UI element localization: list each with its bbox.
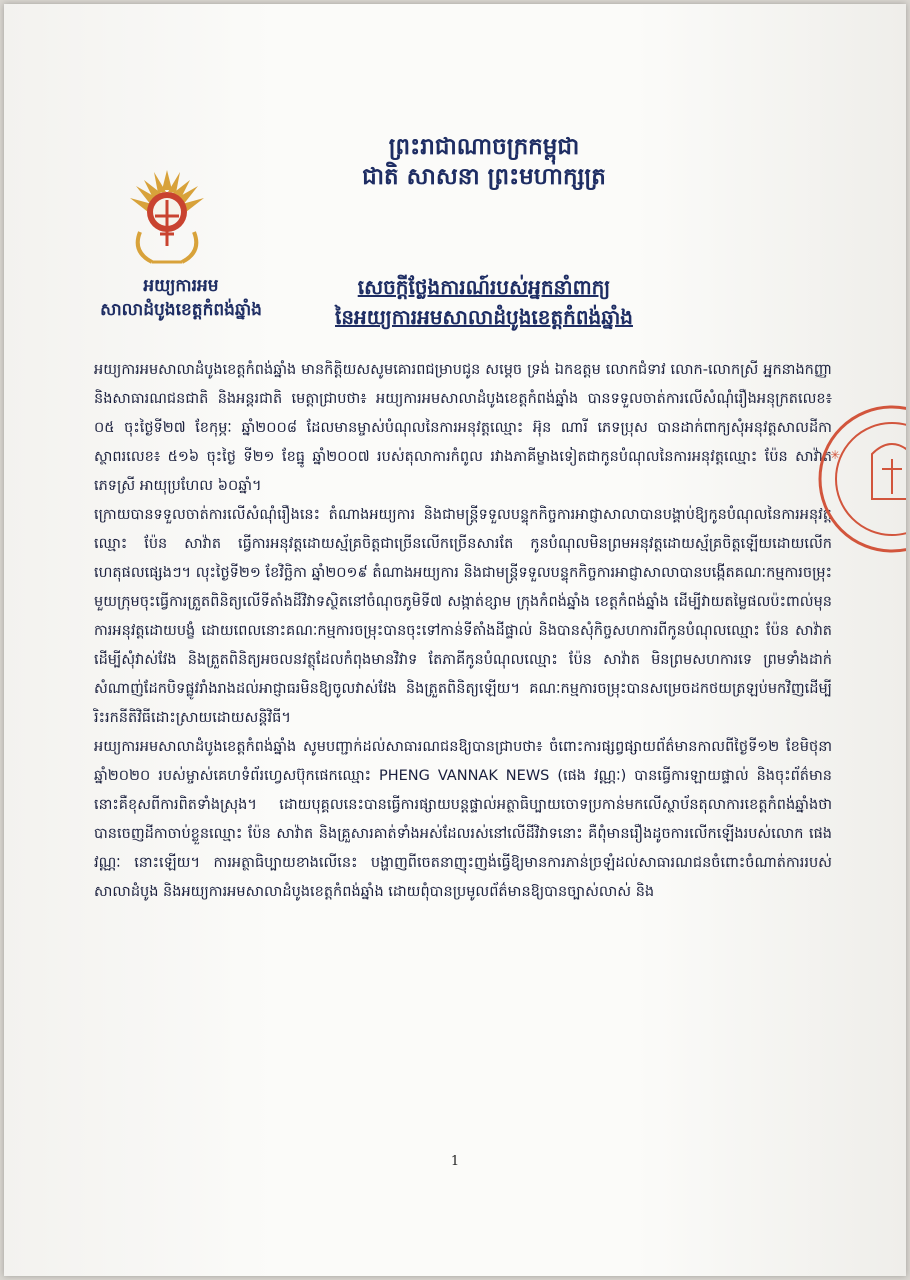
svg-text:✳: ✳ [830,448,841,462]
document-title [304,272,664,332]
title-line-1: សេចក្តីថ្លែងការណ៍របស់អ្នកនាំពាក្យ [357,275,611,299]
body-paragraph: ក្រោយបានទទួលចាត់ការលើសំណុំរឿងនេះ តំណាងអយ្យការ និងជាមន្ត្រីទទួលបន្ទុកកិច្ចការអាជ្ញាសាលាបានបង្គាប់ឱ្យកូនបំណុលនៃការអនុវត្តឈ្មោះ ប៉ែន សាវ៉ាត ធ្វើការអនុវត្តដោយស្ម័គ្រចិត្តជាច្រើនលើកច្រើនសារតែ កូនបំណុលមិនព្រមអនុវត្តដោយស្ម័គ្រចិត្តឡើយដោយលើកហេតុផលផ្សេងៗ។ លុះថ្ងៃទី២១ ខែវិច្ឆិកា ឆ្នាំ២០១៩ តំណាងអយ្យការ និងជាមន្ត្រីទទួលបន្ទុកកិច្ចការអាជ្ញាសាលាបានបង្កើតគណៈកម្មការចម្រុះមួយក្រុមចុះធ្វើការត្រួតពិនិត្យលើទីតាំងដីវិវាទស្ថិតនៅចំណុចភូមិទី៧ សង្កាត់ខ្សាម ក្រុងកំពង់ឆ្នាំង ខេត្តកំពង់ឆ្នាំង ដើម្បីវាយតម្លៃផលប៉ះពាល់មុនការអនុវត្តដោយបង្ខំ ដោយពេលនោះគណៈកម្មការចម្រុះបានចុះទៅកាន់ទីតាំងដីផ្ទាល់ និងបានសុំកិច្ចសហការពីកូនបំណុលឈ្មោះ ប៉ែន សាវ៉ាត ដើម្បីសុំវាស់វែង និងត្រួតពិនិត្យអចលនវត្ថុដែលកំពុងមានវិវាទ តែភាគីកូនបំណុលឈ្មោះ ប៉ែន សាវ៉ាត មិនព្រមសហការទេ ព្រមទាំងដាក់សំណាញ់ដែកបិទផ្លូវរាំងរាងដល់អាជ្ញាធរមិនឱ្យចូលវាស់វែង និងត្រួតពិនិត្យឡើយ។ គណៈកម្មការចម្រុះបានសម្រេចដកថយត្រឡប់មកវិញដើម្បីរិះរកនីតិវិធីដោះស្រាយដោយសន្តិវិធី។ [94,507,832,726]
document-body [94,356,832,907]
kingdom-line-1: ព្រះរាជាណាចក្រកម្ពុជា [388,134,580,160]
kingdom-motto [334,132,634,192]
page-number: 1 [450,1154,460,1169]
agency-line-2: សាលាដំបូងខេត្តកំពង់ឆ្នាំង [100,300,262,320]
official-seal-stamp [812,399,906,559]
body-paragraph: អយ្យការអមសាលាដំបូងខេត្តកំពង់ឆ្នាំង មានកិត្តិយសសូមគោរពជម្រាបជូន សម្តេច ទ្រង់ ឯកឧត្តម លោកជំទាវ លោក-លោកស្រី អ្នកនាងកញ្ញា និងសាធារណជនជាតិ និងអន្តរជាតិ មេត្តាជ្រាបថា៖ អយ្យការអមសាលាដំបូងខេត្តកំពង់ឆ្នាំង បានទទួលចាត់ការលើសំណុំរឿងអនុក្រតលេខ៖០៥ ចុះថ្ងៃទី២៧ ខែកុម្ភៈ ឆ្នាំ២០០៨ ដែលមានម្ចាស់បំណុលនៃការអនុវត្តឈ្មោះ អ៊ុន ណារី ភេទប្រុស បានដាក់ពាក្យសុំអនុវត្តសាលដីកាស្ថាពរលេខ៖ ៥១៦ ចុះថ្ងៃ ទី២១ ខែធ្នូ ឆ្នាំ២០០៧ របស់តុលាការកំពូល រវាងភាគីម្ខាងទៀតជាកូនបំណុលនៃការអនុវត្តឈ្មោះ ប៉ែន សាវ៉ាត ភេទស្រី អាយុប្រហែល ៦០ឆ្នាំ។ [94,362,832,494]
agency-name [86,274,276,322]
agency-line-1: អយ្យការអម [143,276,219,296]
kingdom-line-2: ជាតិ សាសនា ព្រះមហាក្សត្រ [362,164,606,190]
document-page [4,4,906,1276]
agency-emblem-logo [122,162,212,272]
body-paragraph: អយ្យការអមសាលាដំបូងខេត្តកំពង់ឆ្នាំង សូមបញ្ជាក់ដល់សាធារណជនឱ្យបានជ្រាបថា៖ ចំពោះការផ្សព្វផ្សាយព័ត៌មានកាលពីថ្ងៃទី១២ ខែមិថុនា ឆ្នាំ២០២០ របស់ម្ចាស់គេហទំព័រហ្វេសប៊ុកផេកឈ្មោះ PHENG VANNAK NEWS (ផេង វណ្ណៈ) បានធ្វើការឡាយផ្ទាល់ និងចុះព័ត៌មាននោះគឺខុសពីការពិតទាំងស្រុង។ ដោយបុគ្គលនេះបានធ្វើការផ្សាយបន្តផ្ទាល់អត្ថាធិប្បាយចោទប្រកាន់មកលើស្ថាប័នតុលាការខេត្តកំពង់ឆ្នាំងថា បានចេញដីកាចាប់ខ្លួនឈ្មោះ ប៉ែន សាវ៉ាត និងគ្រួសារគាត់ទាំងអស់ដែលរស់នៅលើដីវិវាទនោះ គឺពុំមានរឿងដូចការលើកឡើងរបស់លោក ផេង វណ្ណៈ នោះឡើយ។ ការអត្ថាធិប្បាយខាងលើនេះ បង្ហាញពីចេតនាញុះញង់ធ្វើឱ្យមានការភាន់ច្រឡំដល់សាធារណជនចំពោះចំណាត់ការរបស់សាលាដំបូង និងអយ្យការអមសាលាដំបូងខេត្តកំពង់ឆ្នាំង ដោយពុំបានប្រមូលព័ត៌មានឱ្យបានច្បាស់លាស់ និង [94,739,832,900]
title-line-2: នៃអយ្យការអមសាលាដំបូងខេត្តកំពង់ឆ្នាំង [335,305,633,329]
